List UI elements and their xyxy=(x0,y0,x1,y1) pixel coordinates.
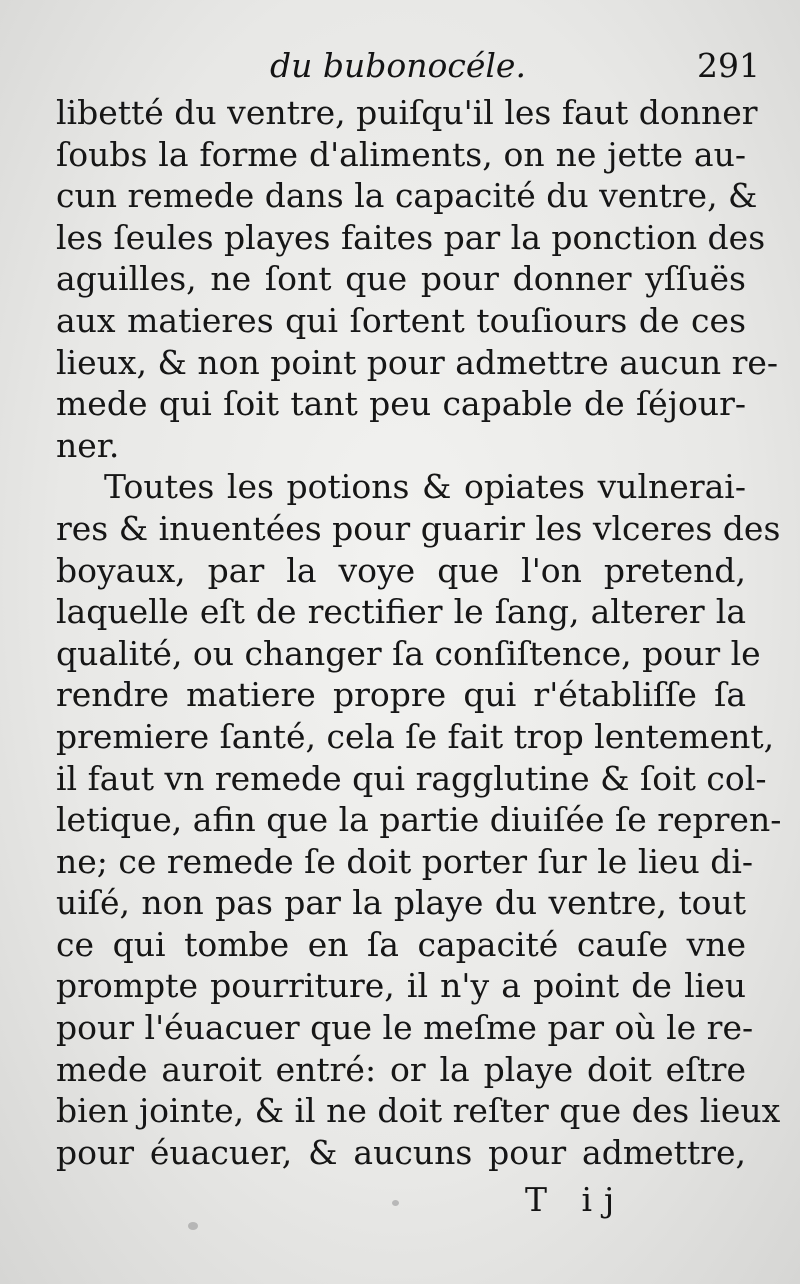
text-line: qualité, ou changer ſa conſiſtence, pour le xyxy=(56,633,761,673)
text-line: ſoubs la forme d'aliments, on ne jette au- xyxy=(56,134,746,174)
signature-mark: T ij xyxy=(525,1180,627,1219)
text-line: ne; ce remede ſe doit porter ſur le lieu di- xyxy=(56,841,754,881)
text-line: bien jointe, & il ne doit reſter que des lieux xyxy=(56,1091,781,1131)
text-line: mede qui ſoit tant peu capable de ſéjour- xyxy=(56,384,746,424)
text-line: lieux, & non point pour admettre aucun re- xyxy=(56,342,779,382)
text-line: res & inuentées pour guarir les vlceres des xyxy=(56,508,781,548)
text-line: il faut vn remede qui ragglutine & ſoit col- xyxy=(56,758,767,798)
text-line: premiere ſanté, cela ſe fait trop lentement, xyxy=(56,716,775,756)
paper-speck xyxy=(392,1200,399,1206)
page-footer xyxy=(0,1180,800,1228)
text-line: les ſeules playes faites par la ponction des xyxy=(56,217,766,257)
text-line: aguilles, ne ſont que pour donner yſſuës xyxy=(56,259,746,299)
text-line: ce qui tombe en ſa capacité cauſe vne xyxy=(56,924,746,964)
paragraph-first-line: Toutes les potions & opiates vulnerai- xyxy=(104,467,746,507)
text-line: ner. xyxy=(56,425,120,465)
paper-speck xyxy=(188,1222,198,1230)
running-title: du bubonocéle. xyxy=(270,46,526,85)
text-line: rendre matiere propre qui r'établiſſe ſa xyxy=(56,675,746,715)
text-line: letique, afin que la partie diuiſée ſe repren- xyxy=(56,800,782,840)
text-line: laquelle eſt de rectifier le ſang, alterer la xyxy=(56,592,746,632)
text-line: mede auroit entré: or la playe doit eſtre xyxy=(56,1049,746,1089)
body-text xyxy=(56,92,782,1173)
text-line: aux matieres qui ſortent touſiours de ces xyxy=(56,300,746,340)
text-line: cun remede dans la capacité du ventre, & xyxy=(56,176,758,216)
text-line: uiſé, non pas par la playe du ventre, tout xyxy=(56,883,746,923)
page-header xyxy=(0,46,800,94)
text-line: pour éuacuer, & aucuns pour admettre, xyxy=(56,1132,746,1172)
text-line: prompte pourriture, il n'y a point de lieu xyxy=(56,966,746,1006)
text-line: libetté du ventre, puiſqu'il les faut donner xyxy=(56,93,758,132)
page-number: 291 xyxy=(697,46,760,85)
text-line: boyaux, par la voye que l'on pretend, xyxy=(56,550,746,590)
text-line: pour l'éuacuer que le meſme par où le re- xyxy=(56,1008,754,1048)
